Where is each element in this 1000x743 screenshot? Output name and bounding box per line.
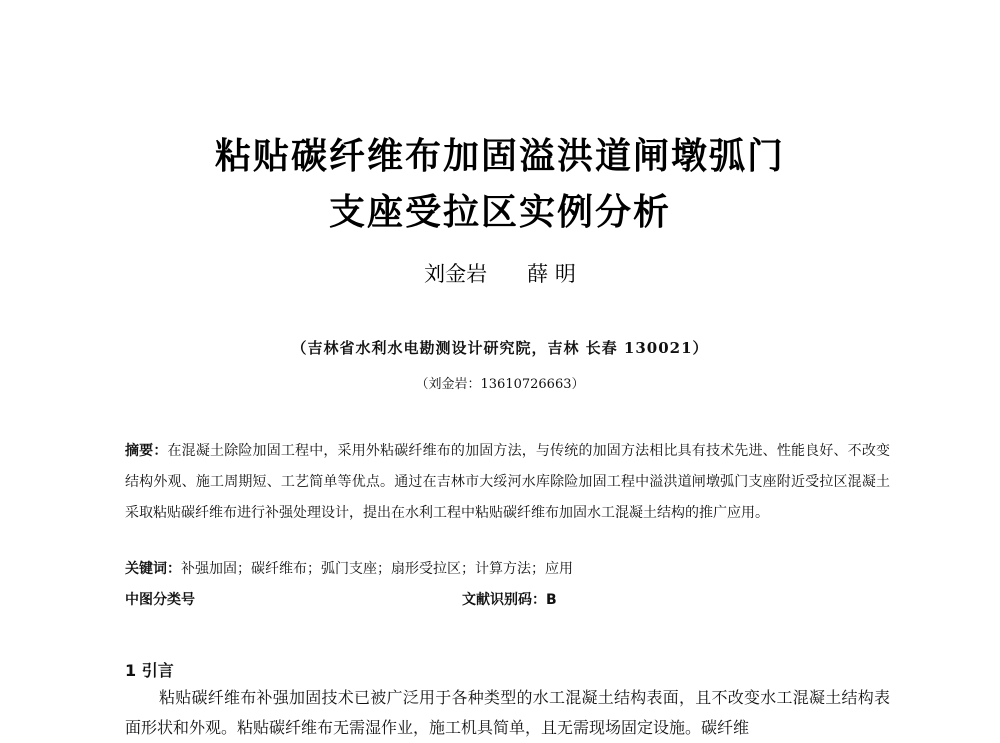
paper-title-line1: 粘贴碳纤维布加固溢洪道闸墩弧门 — [214, 136, 785, 177]
document-code-label: 文献识别码：B — [462, 592, 557, 608]
section-body: 粘贴碳纤维布补强加固技术已被广泛用于各种类型的水工混凝土结构表面，且不改变水工混凝土结构表面形状和外观。粘贴碳纤维布无需湿作业，施工机具简单，且无需现场固定设施。碳纤维 — [125, 688, 890, 737]
abstract — [125, 436, 890, 529]
author-1: 刘金岩 — [424, 262, 488, 286]
contact-info: （刘金岩：13610726663） — [415, 377, 585, 392]
abstract-label: 摘要： — [125, 443, 168, 459]
abstract-text: 在混凝土除险加固工程中，采用外粘碳纤维布的加固方法，与传统的加固方法相比具有技术先进、性能良好、不改变结构外观、施工周期短、工艺简单等优点。通过在吉林市大绥河水库除险加固工程中溢洪道闸墩弧门支座附近受拉区混凝土采取粘贴碳纤维布进行补强处理设计，提出在水利工程中粘贴碳纤维布加固水工混凝土结构的推广应用。 — [125, 443, 891, 521]
author-list — [0, 258, 1000, 288]
clc-label: 中图分类号 — [125, 592, 195, 608]
classification-row — [125, 589, 890, 609]
keywords-label: 关键词： — [125, 561, 181, 577]
keywords-text: 补强加固；碳纤维布；弧门支座；扇形受拉区；计算方法；应用 — [181, 561, 573, 577]
affiliation: （吉林省水利水电勘测设计研究院，吉林 长春 130021） — [291, 339, 709, 357]
paper-title-line2: 支座受拉区实例分析 — [328, 192, 671, 233]
author-2: 薛 明 — [527, 262, 576, 286]
section-heading: 1 引言 — [125, 661, 174, 680]
keywords — [125, 558, 890, 578]
